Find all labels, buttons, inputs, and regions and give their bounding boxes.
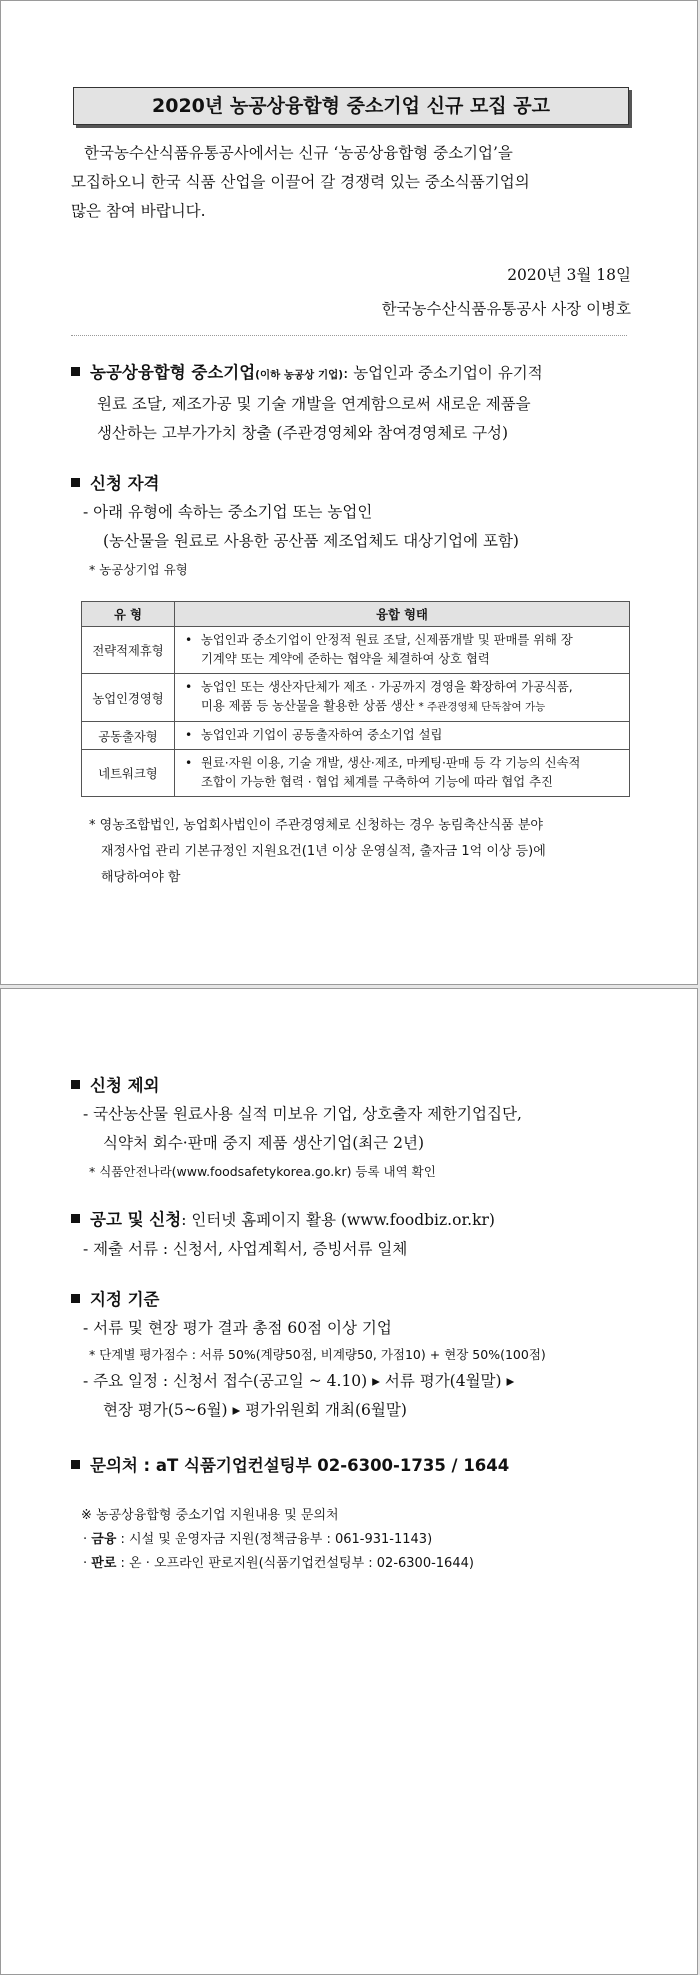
form-cell (175, 627, 630, 674)
criteria-heading: 지정 기준 (90, 1290, 160, 1309)
table-row (82, 750, 630, 797)
dotted-divider (71, 335, 627, 336)
footnote-text: 해당하여야 함 (101, 870, 181, 885)
exclusion-section (71, 1071, 651, 1184)
application-text: - 제출 서류 : 신청서, 사업계획서, 증빙서류 일체 (83, 1240, 408, 1258)
exclusion-text: 식약처 회수·판매 중지 제품 생산기업(최근 2년) (103, 1134, 425, 1152)
support-heading: ※ 농공상융합형 중소기업 지원내용 및 문의처 (81, 1508, 339, 1523)
square-bullet-icon (71, 478, 80, 487)
form-text: 미용 제품 등 농산물을 활용한 상품 생산 (201, 699, 415, 713)
support-item-market (71, 1552, 651, 1576)
type-cell: 전략적제휴형 (82, 627, 175, 674)
form-text: 원료·자원 이용, 기술 개발, 생산·제조, 마케팅·판매 등 각 기능의 신속적 (201, 756, 581, 770)
contact-heading: 문의처 : aT 식품기업컨설팅부 02-6300-1735 / 1644 (90, 1456, 510, 1475)
type-cell: 농업인경영형 (82, 674, 175, 722)
form-text: 조합이 가능한 협력 · 협업 체계를 구축하여 기능에 따라 협업 추진 (201, 775, 553, 789)
footnote-text: 재정사업 관리 기본규정인 지원요건(1년 이상 운영실적, 출자금 1억 이상 등)에 (101, 844, 546, 859)
document-page-1 (0, 0, 698, 985)
schedule-text: 현장 평가(5~6월) ▸ 평가위원회 개최(6월말) (103, 1401, 407, 1419)
contact-section (71, 1451, 651, 1480)
table-header-form: 융합 형태 (175, 602, 630, 627)
type-cell: 공동출자형 (82, 722, 175, 750)
definition-text: 원료 조달, 제조가공 및 기술 개발을 연계함으로써 새로운 제품을 (97, 395, 531, 413)
announcement-date: 2020년 3월 18일 (507, 266, 631, 284)
form-text: 농업인과 기업이 공동출자하여 중소기업 설립 (201, 728, 443, 742)
bullet-dot-icon: • (185, 680, 193, 694)
definition-text: : 농업인과 중소기업이 유기적 (343, 364, 543, 382)
form-text: 기계약 또는 계약에 준하는 협약을 체결하여 상호 협력 (201, 652, 490, 666)
table-header-type: 유 형 (82, 602, 175, 627)
form-cell (175, 674, 630, 722)
support-item-finance (71, 1528, 651, 1552)
footnote-text: * 영농조합법인, 농업회사법인이 주관경영체로 신청하는 경우 농림축산식품 분야 (89, 818, 543, 833)
form-cell (175, 750, 630, 797)
table-row (82, 674, 630, 722)
criteria-note: * 단계별 평가점수 : 서류 50%(계량50점, 비계량50, 가점10) + 현장 50%(100점) (89, 1347, 546, 1362)
support-text: : 시설 및 운영자금 지원(정책금융부 : 061-931-1143) (116, 1532, 433, 1547)
table-footnote (71, 813, 651, 891)
square-bullet-icon (71, 1294, 80, 1303)
criteria-section (71, 1285, 651, 1425)
middot-icon: · (83, 1556, 88, 1571)
document-page-2 (0, 988, 698, 1975)
intro-line: 모집하오니 한국 식품 산업을 이끌어 갈 경쟁력 있는 중소식품기업의 (71, 173, 530, 191)
exclusion-note: * 식품안전나라(www.foodsafetykorea.go.kr) 등록 내역 확인 (89, 1164, 436, 1179)
support-section (71, 1504, 651, 1576)
definition-heading-note: (이하 농공상 기업) (255, 369, 344, 381)
support-label: 금융 (91, 1532, 117, 1547)
type-cell: 네트워크형 (82, 750, 175, 797)
form-cell (175, 722, 630, 750)
support-label: 판로 (91, 1556, 117, 1571)
square-bullet-icon (71, 1214, 80, 1223)
definition-heading: 농공상융합형 중소기업 (90, 363, 256, 382)
qualification-text: (농산물을 원료로 사용한 공산품 제조업체도 대상기업에 포함) (103, 532, 519, 550)
bullet-dot-icon: • (185, 728, 193, 742)
qualification-heading: 신청 자격 (90, 474, 160, 493)
middot-icon: · (83, 1532, 88, 1547)
criteria-text: - 서류 및 현장 평가 결과 총점 60점 이상 기업 (83, 1319, 392, 1337)
square-bullet-icon (71, 1460, 80, 1469)
table-row (82, 627, 630, 674)
qualification-section (71, 469, 651, 582)
schedule-text: - 주요 일정 : 신청서 접수(공고일 ~ 4.10) ▸ 서류 평가(4월말) ▸ (83, 1372, 515, 1390)
intro-line: 한국농수산식품유통공사에서는 신규 ‘농공상융합형 중소기업’을 (84, 144, 513, 162)
exclusion-heading: 신청 제외 (90, 1076, 160, 1095)
form-note: * 주관경영체 단독참여 가능 (418, 701, 546, 713)
square-bullet-icon (71, 1080, 80, 1089)
application-section (71, 1205, 651, 1264)
support-text: : 온 · 오프라인 판로지원(식품기업컨설팅부 : 02-6300-1644) (116, 1556, 474, 1571)
intro-line: 많은 참여 바랍니다. (71, 202, 206, 220)
bullet-dot-icon: • (185, 756, 193, 770)
table-row (82, 722, 630, 750)
announcement-title: 2020년 농공상융합형 중소기업 신규 모집 공고 (73, 87, 629, 125)
qualification-text: - 아래 유형에 속하는 중소기업 또는 농업인 (83, 503, 373, 521)
form-text: 농업인 또는 생산자단체가 제조 · 가공까지 경영을 확장하여 가공식품, (201, 680, 573, 694)
announcement-signature: 한국농수산식품유통공사 사장 이병호 (381, 300, 631, 318)
square-bullet-icon (71, 367, 80, 376)
exclusion-text: - 국산농산물 원료사용 실적 미보유 기업, 상호출자 제한기업집단, (83, 1105, 522, 1123)
intro-paragraph (71, 139, 637, 226)
definition-section (71, 358, 651, 448)
application-heading: 공고 및 신청 (90, 1210, 182, 1229)
bullet-dot-icon: • (185, 633, 193, 647)
company-type-table (81, 601, 630, 797)
form-text: 농업인과 중소기업이 안정적 원료 조달, 신제품개발 및 판매를 위해 장 (201, 633, 573, 647)
application-text: : 인터넷 홈페이지 활용 (www.foodbiz.or.kr) (181, 1211, 495, 1229)
definition-text: 생산하는 고부가가치 창출 (주관경영체와 참여경영체로 구성) (97, 424, 509, 442)
table-caption: * 농공상기업 유형 (89, 562, 188, 577)
